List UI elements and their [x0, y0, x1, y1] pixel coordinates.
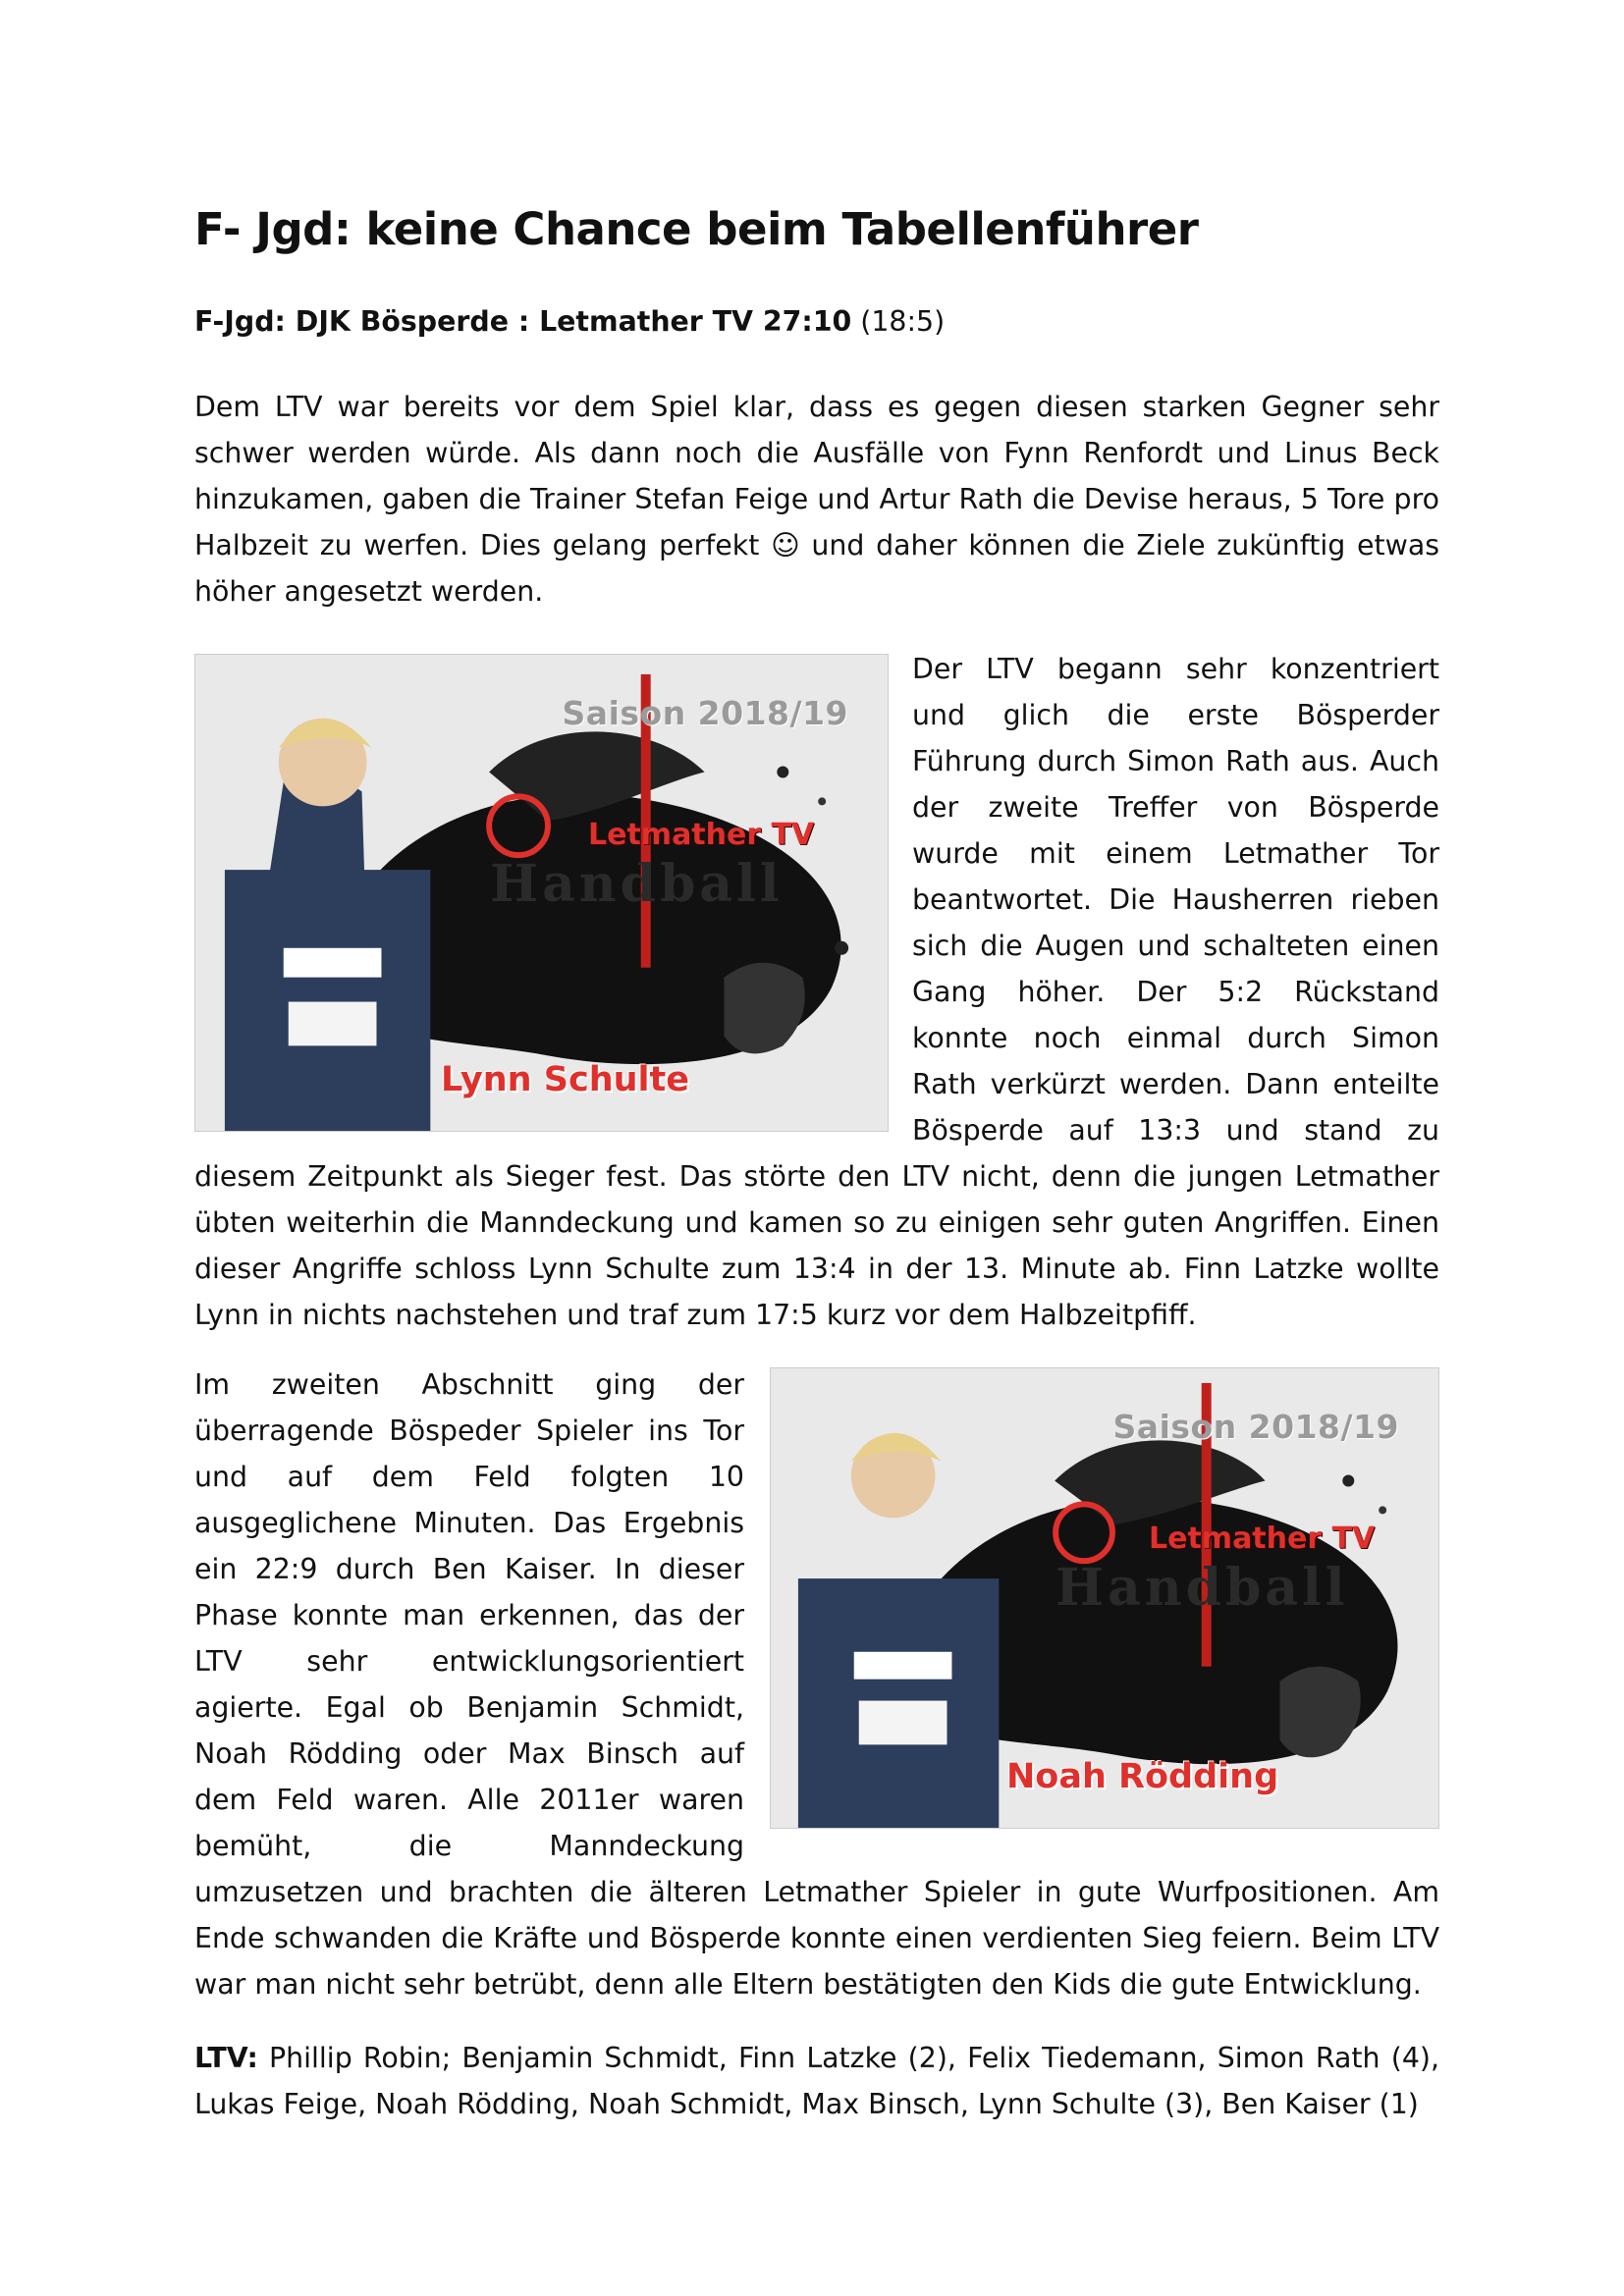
first-half-paragraph: Der LTV begann sehr konzentriert und glich die erste Bösperder Führung durch Simon Rath aus. Auch der zweite Treffer von Bösperde wurde mit einem Letmather Tor beantwortet. Die Hausherren rieben sich die Augen und schalteten einen Gang höher. Der 5:2 Rückstand konnte noch einmal durch Simon Rath verkürzt werden. Dann enteilte Bösperde auf 13:3 und stand zu diesem Zeitpunkt als Sieger fest. Das störte den LTV nicht, denn die jungen Letmather übten weiterhin die Manndeckung und kamen so zu einigen sehr guten Angriffen. Einen dieser Angriffe schloss Lynn Schulte zum 13:4 in der 13. Minute ab. Finn Latzke wollte Lynn in nichts nachstehen und traf zum 17:5 kurz vor dem Halbzeitpfiff.: [194, 653, 1439, 1331]
roster-label: LTV:: [194, 2042, 258, 2074]
card-season-label: Saison 2018/19: [562, 694, 848, 732]
player-photo-lynn-schulte: [194, 654, 889, 1132]
article: [194, 167, 1439, 2127]
match-result: [194, 298, 1439, 345]
player-card: [194, 654, 889, 1132]
intro-text-b: und daher können die Ziele zukünftig etwas höher angesetzt werden.: [194, 529, 1440, 608]
smiley-icon: ☺: [771, 529, 800, 561]
card-handball-label: Handball: [1056, 1558, 1349, 1618]
card-club-label: Letmather TV: [1149, 1522, 1376, 1556]
player-card: [770, 1367, 1439, 1829]
card-club-label: Letmather TV: [588, 818, 815, 852]
match-halftime-score: (18:5): [851, 305, 946, 338]
card-season-label: Saison 2018/19: [1112, 1408, 1399, 1446]
team-roster: [194, 2035, 1439, 2127]
first-half-section: [194, 646, 1439, 1338]
card-player-name: Noah Rödding: [1006, 1757, 1279, 1796]
card-player-name: Lynn Schulte: [441, 1060, 690, 1099]
match-teams-score: F-Jgd: DJK Bösperde : Letmather TV 27:10: [194, 305, 852, 338]
intro-text-a: Dem LTV war bereits vor dem Spiel klar, dass es gegen diesen starken Gegner sehr schwer werden würde. Als dann noch die Ausfälle von Fynn Renfordt und Linus Beck hinzukamen, gaben die Trainer Stefan Feige und Artur Rath die Devise heraus, 5 Tore pro Halbzeit zu werfen. Dies gelang perfekt: [194, 391, 1439, 561]
second-half-section: [194, 1362, 1439, 2007]
second-half-paragraph: Im zweiten Abschnitt ging der überragende Böspeder Spieler ins Tor und auf dem Feld folgten 10 ausgeglichene Minuten. Das Ergebnis ein 22:9 durch Ben Kaiser. In dieser Phase konnte man erkennen, das der LTV sehr entwicklungsorientiert agierte. Egal ob Benjamin Schmidt, Noah Rödding oder Max Binsch auf dem Feld waren. Alle 2011er waren bemüht, die Manndeckung umzusetzen und brachten die älteren Letmather Spieler in gute Wurfpositionen. Am Ende schwanden die Kräfte und Bösperde konnte einen verdienten Sieg feiern. Beim LTV war man nicht sehr betrübt, denn alle Eltern bestätigten den Kids die gute Entwicklung.: [194, 1368, 1439, 2001]
intro-paragraph: [194, 384, 1439, 614]
card-handball-label: Handball: [490, 854, 784, 914]
roster-players: Phillip Robin; Benjamin Schmidt, Finn Latzke (2), Felix Tiedemann, Simon Rath (4), Lukas Feige, Noah Rödding, Noah Schmidt, Max Binsch, Lynn Schulte (3), Ben Kaiser (1): [194, 2042, 1439, 2120]
player-photo-noah-roedding: [770, 1367, 1439, 1829]
article-title: F- Jgd: keine Chance beim Tabellenführer: [194, 203, 1199, 255]
